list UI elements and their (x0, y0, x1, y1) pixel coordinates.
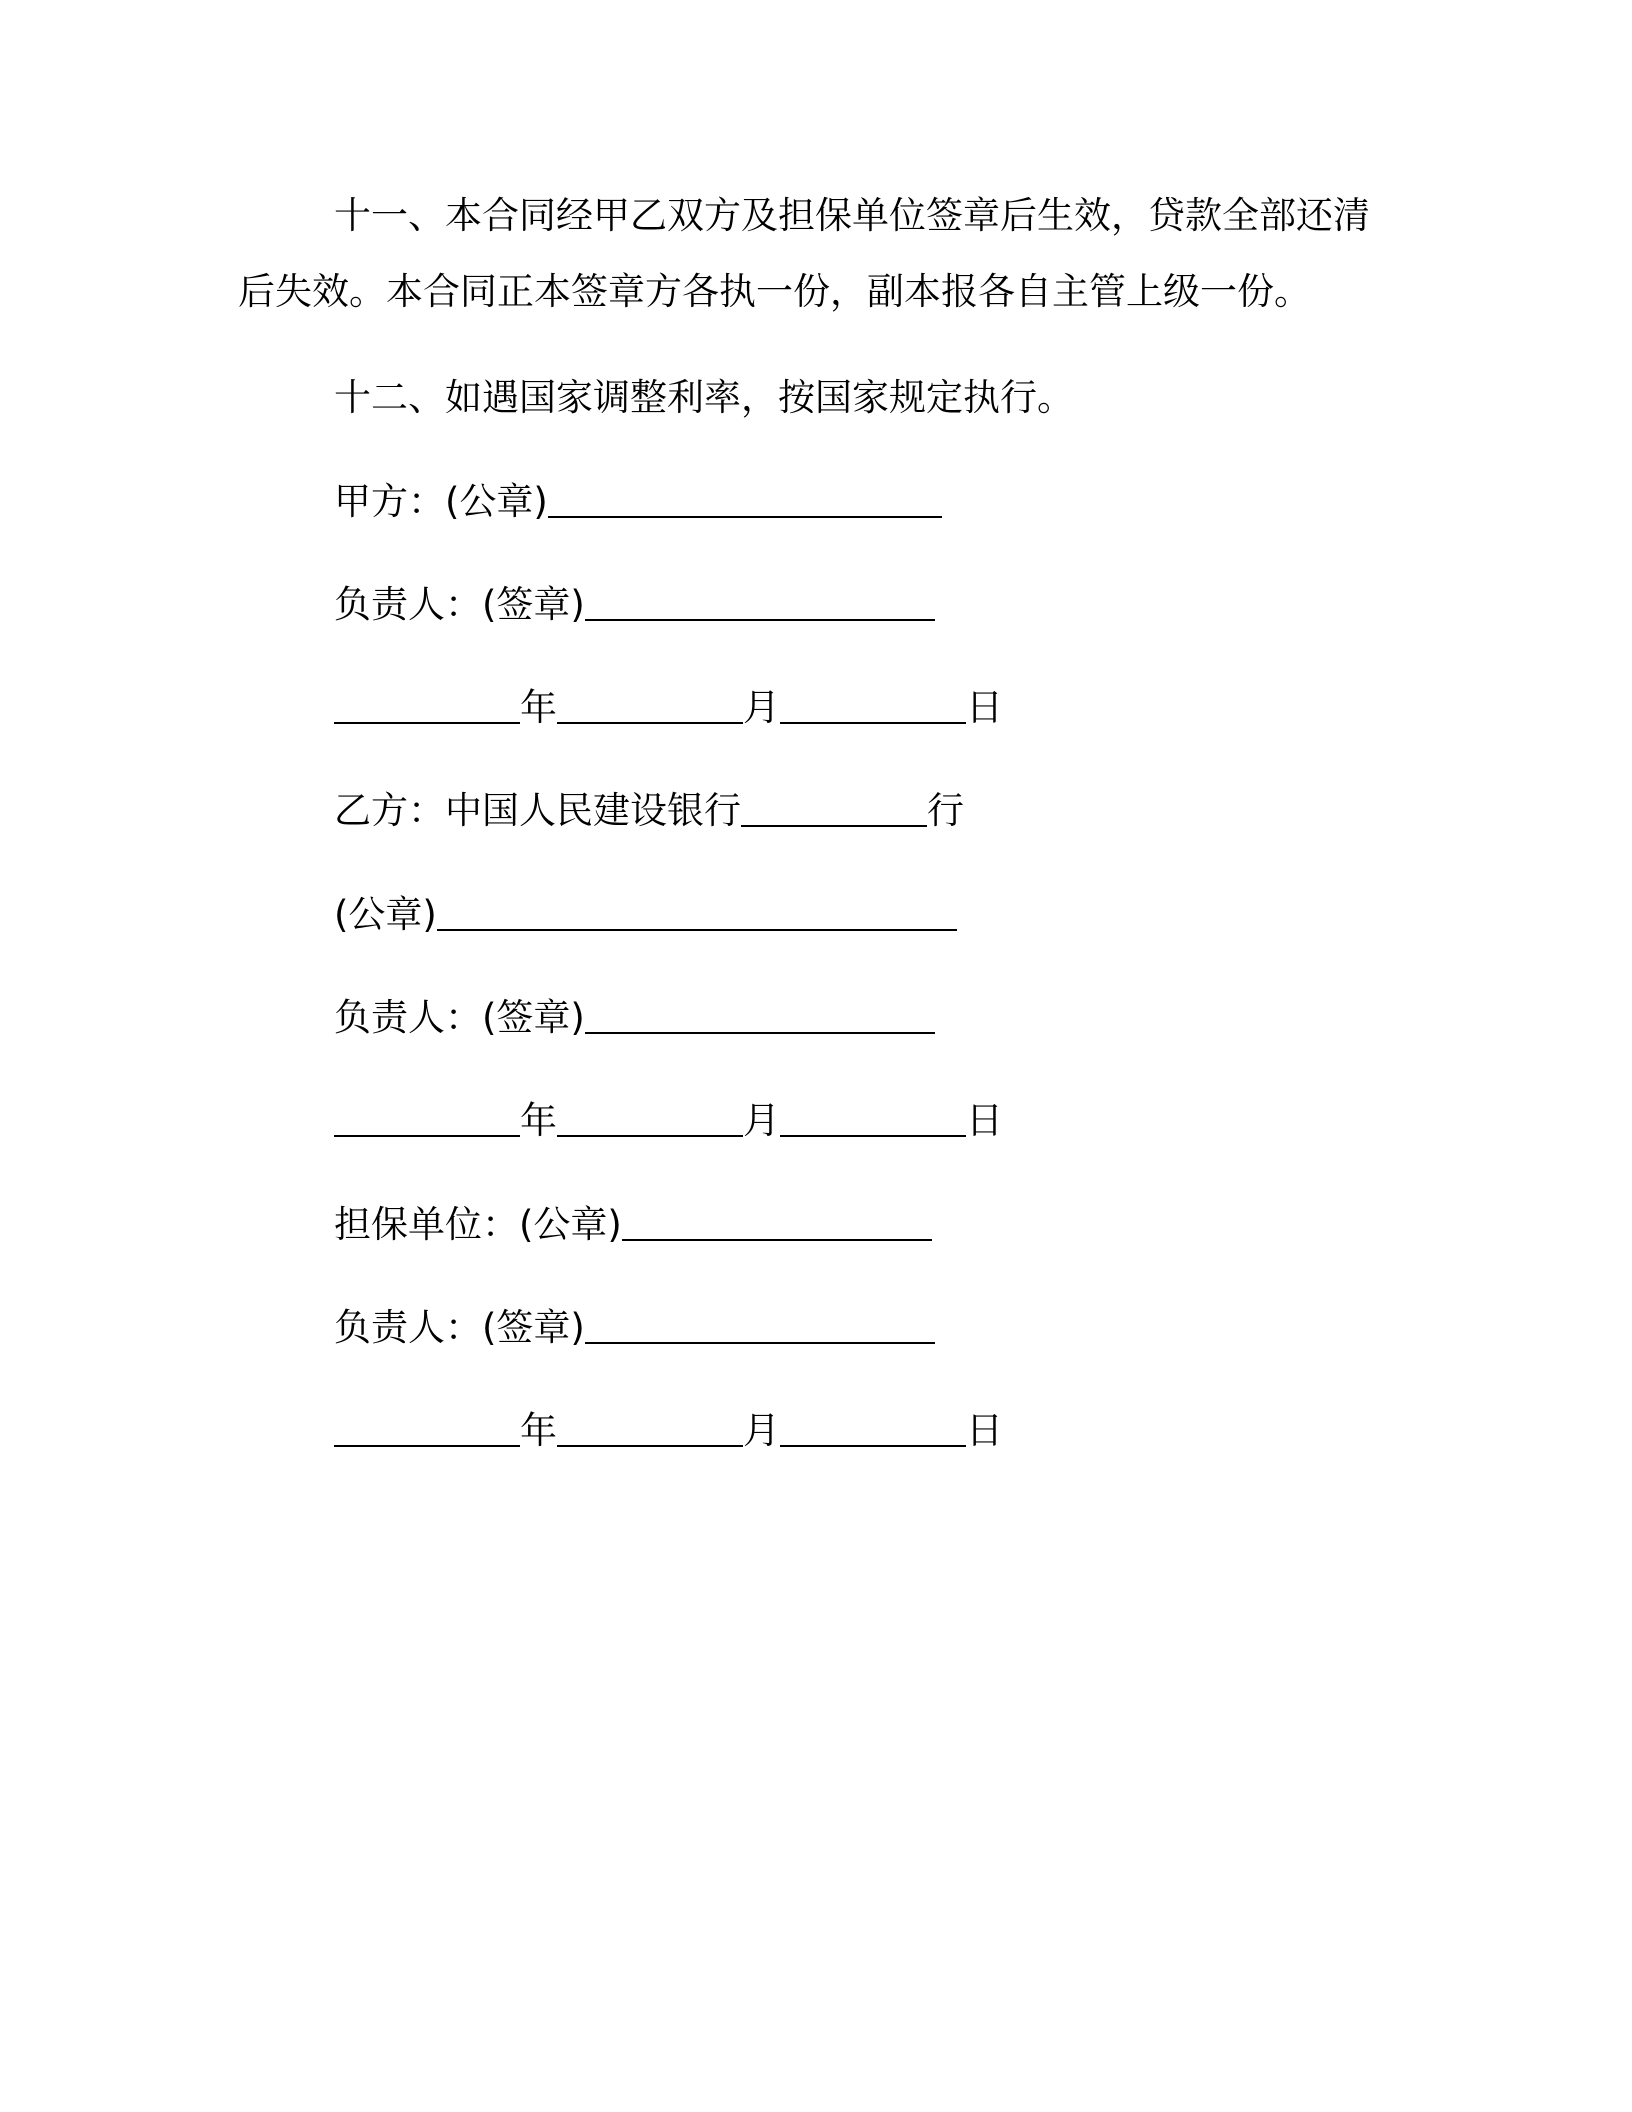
party-b-day-blank[interactable] (780, 1105, 966, 1137)
guarantor-date-line (334, 1409, 1003, 1453)
party-a-rep-label: 负责人：(签章) (334, 583, 585, 626)
guarantor-seal-blank[interactable] (622, 1209, 932, 1241)
party-b-date-line (334, 1099, 1003, 1143)
month-label: 月 (743, 1099, 780, 1142)
party-a-date-line (334, 686, 1003, 730)
clause-12: 十二、如遇国家调整利率，按国家规定执行。 (334, 376, 1074, 419)
party-b-bank-label: 乙方：中国人民建设银行 (334, 789, 741, 832)
party-b-seal-blank[interactable] (437, 899, 957, 931)
party-b-rep-label: 负责人：(签章) (334, 996, 585, 1039)
party-a-year-blank[interactable] (334, 692, 520, 724)
month-label: 月 (743, 686, 780, 729)
guarantor-month-blank[interactable] (557, 1415, 743, 1447)
guarantor-day-blank[interactable] (780, 1415, 966, 1447)
guarantor-year-blank[interactable] (334, 1415, 520, 1447)
party-b-rep-blank[interactable] (585, 1002, 935, 1034)
guarantor-rep-line (334, 1306, 935, 1350)
guarantor-seal-label: 担保单位：(公章) (334, 1203, 622, 1246)
party-a-day-blank[interactable] (780, 692, 966, 724)
party-b-branch-blank[interactable] (741, 795, 927, 827)
party-a-seal-blank[interactable] (548, 486, 942, 518)
month-label: 月 (743, 1409, 780, 1452)
party-b-bank-line (334, 789, 964, 833)
party-a-rep-line (334, 583, 935, 627)
guarantor-rep-label: 负责人：(签章) (334, 1306, 585, 1349)
party-b-seal-label: (公章) (334, 893, 437, 936)
guarantor-rep-blank[interactable] (585, 1312, 935, 1344)
party-b-seal-line (334, 893, 957, 937)
party-a-rep-blank[interactable] (585, 589, 935, 621)
party-b-rep-line (334, 996, 935, 1040)
day-label: 日 (966, 1099, 1003, 1142)
day-label: 日 (966, 1409, 1003, 1452)
party-a-month-blank[interactable] (557, 692, 743, 724)
party-b-month-blank[interactable] (557, 1105, 743, 1137)
party-a-seal-label: 甲方：(公章) (334, 480, 548, 523)
clause-11: 十一、本合同经甲乙双方及担保单位签章后生效，贷款全部还清后失效。本合同正本签章方各执一份，副本报各自主管上级一份。 (238, 194, 1370, 313)
year-label: 年 (520, 1409, 557, 1452)
year-label: 年 (520, 686, 557, 729)
guarantor-seal-line (334, 1203, 932, 1247)
party-a-seal-line (334, 480, 942, 524)
party-b-year-blank[interactable] (334, 1105, 520, 1137)
day-label: 日 (966, 686, 1003, 729)
party-b-branch-suffix: 行 (927, 789, 964, 832)
year-label: 年 (520, 1099, 557, 1142)
